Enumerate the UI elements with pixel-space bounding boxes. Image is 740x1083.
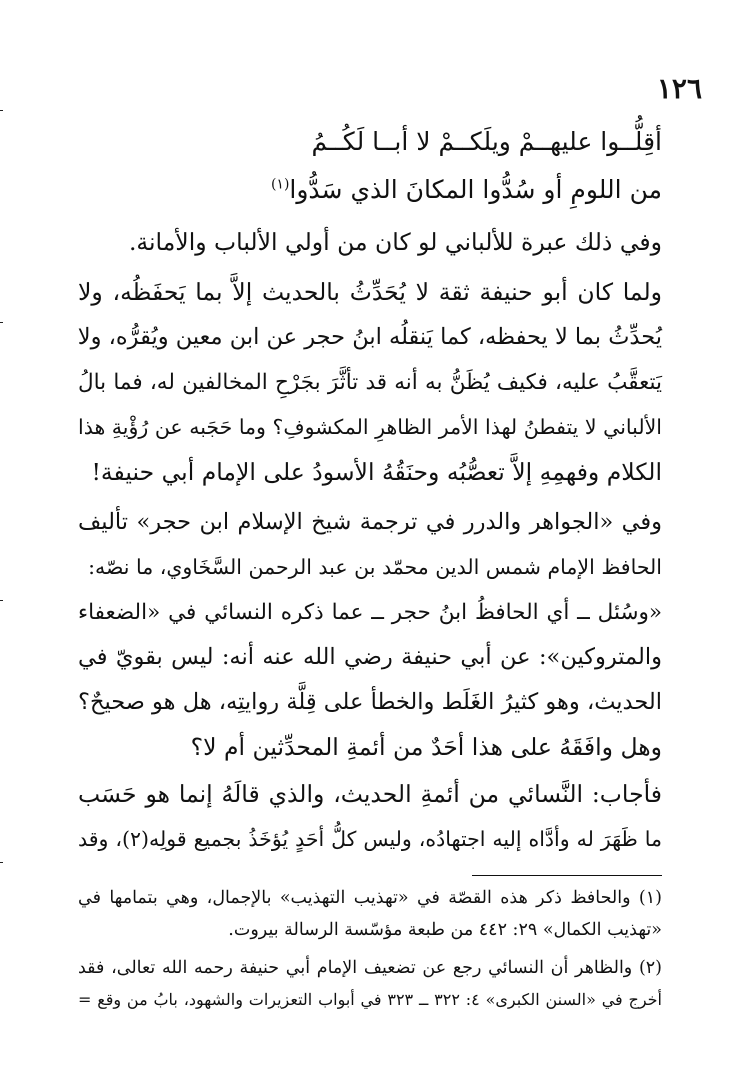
paragraph-lesson bbox=[78, 220, 662, 265]
paragraph-line: وفي ذلك عبرة للألباني لو كان من أولي الألباب والأمانة. bbox=[128, 228, 662, 256]
paragraph-line: يُحدِّثُ بما لا يحفظه، كما يَنقلُه ابنُ حجر عن ابن معين ويُقرُّه، ولا bbox=[77, 324, 662, 350]
page-number: ١٢٦ bbox=[656, 72, 702, 105]
footnote-2 bbox=[78, 952, 662, 1016]
paragraph-line: الألباني لا يتفطنُ لهذا الأمر الظاهرِ المكشوفِ؟ وما حَجَبه عن رُؤْيةِ هذا bbox=[78, 415, 662, 439]
footnote-line: (١) والحافظ ذكر هذه القصّة في «تهذيب التهذيب» بالإجمال، وهي بتمامها في bbox=[78, 888, 662, 908]
footnote-line: «تهذيب الكمال» ٢٩: ٤٤٢ من طبعة مؤسّسة الرسالة بيروت. bbox=[228, 920, 662, 940]
margin-mark bbox=[0, 322, 3, 323]
paragraph-line: فأجاب: النَّسائي من أئمةِ الحديث، والذي قالَهُ إنما هو حَسَب bbox=[78, 780, 662, 808]
footnote-line: (٢) والظاهر أن النسائي رجع عن تضعيف الإمام أبي حنيفة رحمه الله تعالى، فقد bbox=[78, 958, 662, 978]
paragraph-line: والمتروكين»: عن أبي حنيفة رضي الله عنه أنه: ليس بقويّ في bbox=[78, 644, 662, 670]
footnote-1 bbox=[78, 882, 662, 946]
paragraph-jawahir bbox=[78, 500, 662, 590]
paragraph-line: وهل وافَقَهُ على هذا أحَدٌ من أئمةِ المحدِّثين أم لا؟ bbox=[190, 733, 662, 761]
paragraph-line: الكلام وفهمِهِ إلاَّ تعصُّبُه وحنَقُهُ الأسودُ على الإمام أبي حنيفة! bbox=[91, 458, 662, 486]
poem-verse bbox=[142, 118, 662, 214]
paragraph-question bbox=[78, 590, 662, 770]
poem-hemistich-2-text: من اللومِ أو سُدُّوا المكانَ الذي سَدُّوا bbox=[289, 175, 662, 204]
paragraph-line: يَتعقَّبُ عليه، فكيف يُظَنُّ به أنه قد تأثَّرَ بجَرْحِ المخالفين له، فما بالُ bbox=[78, 370, 662, 395]
poem-hemistich-1: أقِلُّــوا عليهــمْ ويلَكــمْ لا أبــا لَكُــمُ bbox=[311, 127, 662, 156]
footnote-line: أخرج في «السنن الكبرى» ٤: ٣٢٢ ــ ٣٢٣ في أبواب التعزيرات والشهود، بابُ من وقع = bbox=[78, 990, 663, 1009]
paragraph-answer bbox=[78, 772, 662, 862]
margin-mark bbox=[0, 600, 3, 601]
paragraph-line: «وسُئل ــ أي الحافظُ ابنُ حجر ــ عما ذكره النسائي في «الضعفاء bbox=[78, 600, 662, 625]
paragraph-line: ولما كان أبو حنيفة ثقة لا يُحَدِّثُ بالحديث إلاَّ بما يَحفَظُه، ولا bbox=[78, 278, 662, 306]
margin-mark bbox=[0, 862, 3, 863]
margin-mark bbox=[0, 110, 3, 111]
paragraph-line: ما ظَهَرَ له وأدَّاه إليه اجتهادُه، وليس كلُّ أحَدٍ يُؤخَذُ بجميع قولِه(٢)، وقد bbox=[78, 827, 662, 851]
poem-hemistich-2 bbox=[142, 166, 662, 214]
paragraph-line: وفي «الجواهر والدرر في ترجمة شيخ الإسلام ابن حجر» تأليف bbox=[78, 509, 662, 535]
footnote-ref-1: (١) bbox=[270, 176, 290, 193]
footnote-separator bbox=[472, 875, 662, 876]
paragraph-line: الحديث، وهو كثيرُ الغَلَط والخطأ على قِلَّة روايتِه، هل هو صحيحٌ؟ bbox=[78, 689, 662, 715]
paragraph-abu-hanifa bbox=[78, 270, 662, 495]
paragraph-line: الحافظ الإمام شمس الدين محمّد بن عبد الرحمن السَّخَاوي، ما نصّه: bbox=[88, 555, 662, 579]
